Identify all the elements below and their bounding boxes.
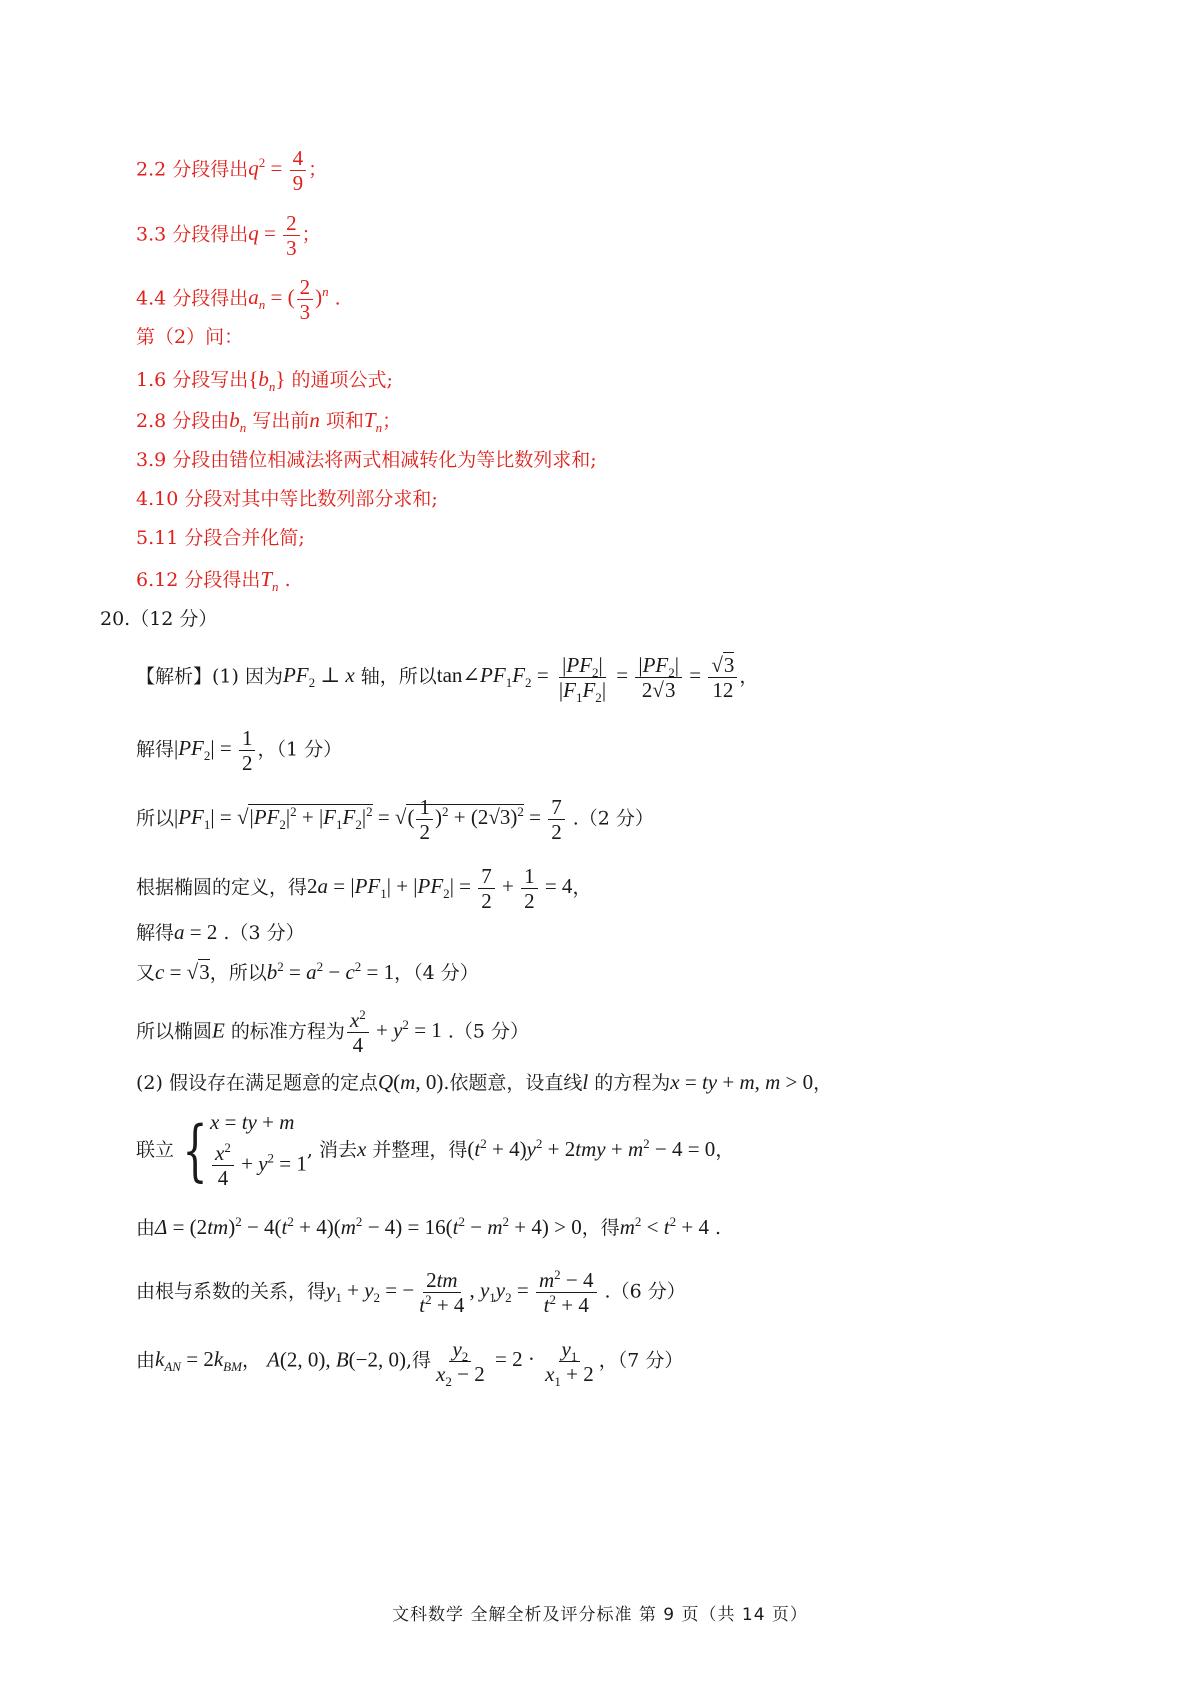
grading-line-11: 5.11 分段合并化简; <box>136 527 305 549</box>
formula: q = $\frac{2}{3}$ <box>248 221 301 245</box>
solution-line-2: 解得$|PF_2|$ = $\frac{1}{2}$ ，（1 分） <box>136 726 343 776</box>
solution-line-11: 由根与系数的关系，得$y_1 + y_2$ = − $\frac{2tm}{t^2 + 4}$ , $y_1y_2$ = $\frac{m^2 - 4}{t^2 + 4}$ .（6 分） <box>136 1267 686 1318</box>
solution-line-12: 由$k_{AN} = 2k_{BM}$， A(2, 0), B(−2, 0),得 $\frac{y_2}{x_2 - 2}$ = 2 · $\frac{y_1}{x_1 + 2}$ ，（7 分） <box>136 1337 684 1390</box>
solution-line-1: 【解析】(1) 因为$PF_2$ ⊥ x 轴，所以$\tan\angle PF_1F_2$ = $\frac{|PF_2|}{|F_1F_2|}$ = $\frac{|PF_2|}{2√3}$ = $\frac{√3}{12}$ ， <box>136 653 759 706</box>
q2-header: 第（2）问： <box>136 326 244 348</box>
grading-line-12: 6.12 分段得出$T_n$ . <box>136 567 291 595</box>
formula: $T_n$ <box>260 567 279 595</box>
formula: $q^2$ = $\frac{4}{9}$ <box>248 156 308 180</box>
grading-line-6: 1.6 分段写出$\{b_n\}$ 的通项公式; <box>136 367 393 395</box>
formula: $a_n$ = ( $\frac{2}{3}$ )$^n$ <box>248 275 329 325</box>
equation-system: x = ty + m $\frac{x^2}{4}$ + $y^2 = 1$ <box>210 1110 307 1191</box>
formula: $b_n$ <box>229 408 247 436</box>
solution-line-3: 所以$|PF_1| = √|PF_2|^2 + |F_1F_2|^2$ = √( $\frac{1}{2}$ )$^2 + (2√3)^2$ = $\frac{7}{2}$ .（2 分） <box>136 795 654 845</box>
grading-line-10: 4.10 分段对其中等比数列部分求和; <box>136 488 438 510</box>
solution-line-5: 解得a = 2 .（3 分） <box>136 920 305 944</box>
solution-line-4: 根据椭圆的定义，得$2a = |PF_1| + |PF_2|$ = $\frac{7}{2}$ + $\frac{1}{2}$ = 4， <box>136 864 592 914</box>
grading-line-4: 4.4 分段得出$a_n$ = ( $\frac{2}{3}$ )$^n$ . <box>136 275 341 325</box>
system-brace: { <box>182 1112 208 1190</box>
grading-line-9: 3.9 分段由错位相减法将两式相减转化为等比数列求和; <box>136 449 597 471</box>
solution-line-9: 联立 { x = ty + m $\frac{x^2}{4}$ + $y^2 = 1$ , 消去x 并整理，得$(t^2 + 4)y^2 + 2tmy + m^2 - 4 = 0$， <box>136 1110 735 1191</box>
solution-line-8: (2) 假设存在满足题意的定点Q(m, 0).依题意，设直线l 的方程为x = ty + m, m > 0， <box>136 1070 833 1094</box>
grading-line-3: 3.3 分段得出q = $\frac{2}{3}$ ； <box>136 211 321 261</box>
solution-line-6: 又c = √3，所以$b^2 = a^2 - c^2 = 1$，（4 分） <box>136 959 479 984</box>
formula: $\{b_n\}$ <box>248 367 286 395</box>
solution-line-10: 由$\Delta = (2tm)^2 - 4(t^2 + 4)(m^2 - 4) = 16(t^2 - m^2 + 4) > 0$，得$m^2 < t^2 + 4$ . <box>136 1214 722 1239</box>
page-footer: 文科数学 全解全析及评分标准 第 9 页（共 14 页） <box>392 1605 808 1625</box>
solution-line-7: 所以椭圆E 的标准方程为 $\frac{x^2}{4}$ + $y^2 = 1$ .（5 分） <box>136 1007 530 1058</box>
grading-line-8: 2.8 分段由$b_n$ 写出前n 项和$T_n$； <box>136 408 402 436</box>
problem-number: 20.（12 分） <box>100 608 218 630</box>
grading-line-2: 2.2 分段得出$q^2$ = $\frac{4}{9}$ ； <box>136 146 328 196</box>
